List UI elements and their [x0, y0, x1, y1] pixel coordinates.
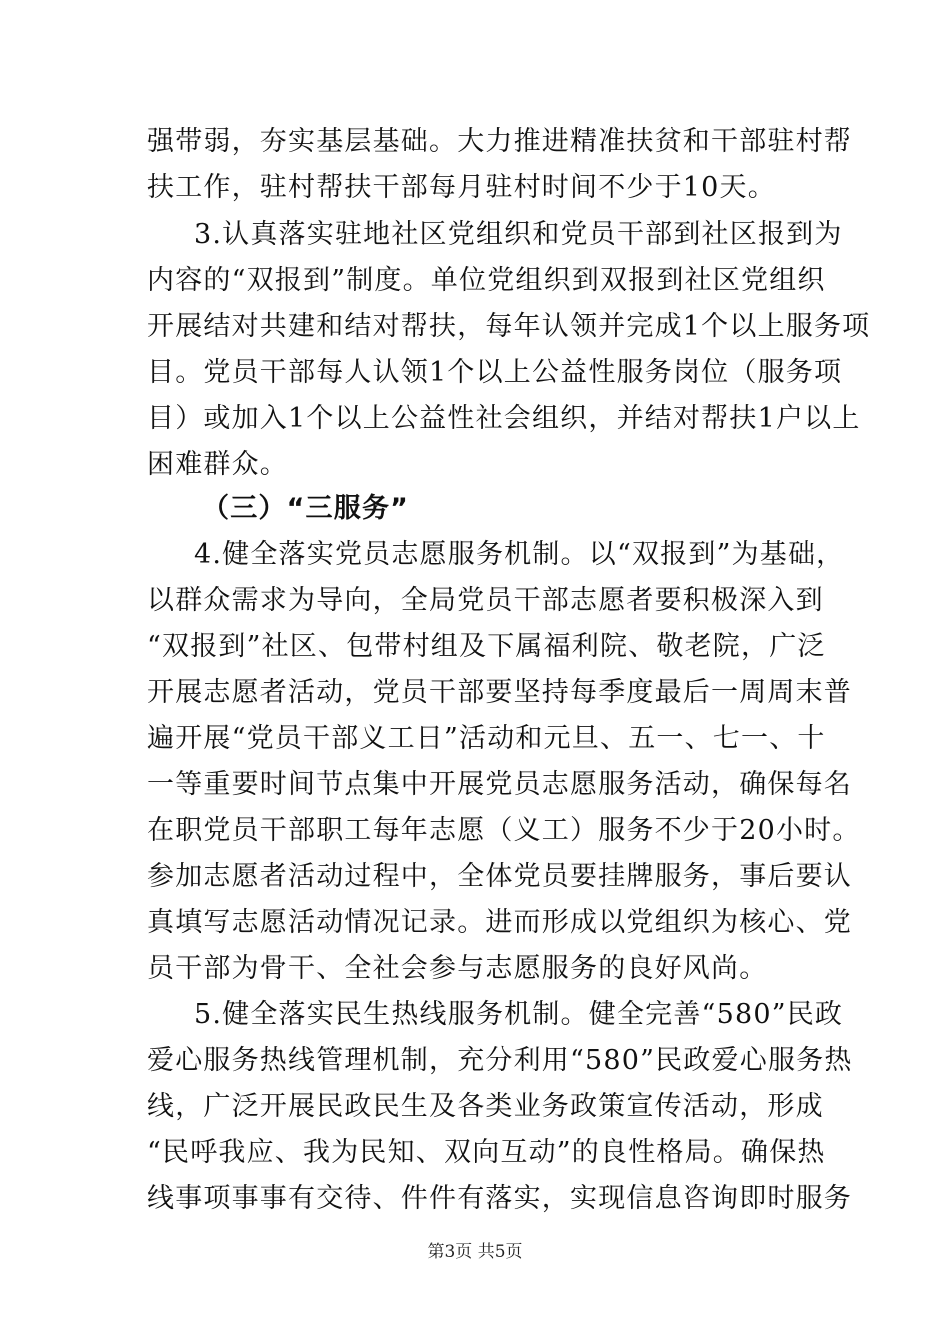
- body-line-22: 线，广泛开展民政民生及各类业务政策宣传活动，形成: [147, 1091, 824, 1122]
- body-line-2: 扶工作，驻村帮扶干部每月驻村时间不少于10天。: [147, 172, 776, 203]
- body-line-12: “双报到”社区、包带村组及下属福利院、敬老院，广泛: [147, 631, 826, 662]
- body-line-5: 开展结对共建和结对帮扶，每年认领并完成1个以上服务项: [147, 311, 871, 342]
- body-line-24: 线事项事事有交待、件件有落实，实现信息咨询即时服务: [147, 1183, 852, 1214]
- body-line-21: 爱心服务热线管理机制，充分利用“580”民政爱心服务热: [147, 1045, 853, 1076]
- body-line-23: “民呼我应、我为民知、双向互动”的良性格局。确保热: [147, 1137, 826, 1168]
- body-line-16: 在职党员干部职工每年志愿（义工）服务不少于20小时。: [147, 815, 861, 846]
- body-line-15: 一等重要时间节点集中开展党员志愿服务活动，确保每名: [147, 769, 852, 800]
- section-heading-three-services: （三）“三服务”: [202, 493, 410, 524]
- body-line-17: 参加志愿者活动过程中，全体党员要挂牌服务，事后要认: [147, 861, 852, 892]
- body-line-1: 强带弱，夯实基层基础。大力推进精准扶贫和干部驻村帮: [147, 126, 852, 157]
- body-line-13: 开展志愿者活动，党员干部要坚持每季度最后一周周末普: [147, 677, 852, 708]
- paragraph-4-start: 4.健全落实党员志愿服务机制。以“双报到”为基础，: [194, 539, 845, 570]
- body-line-14: 遍开展“党员干部义工日”活动和元旦、五一、七一、十: [147, 723, 826, 754]
- body-line-11: 以群众需求为导向，全局党员干部志愿者要积极深入到: [147, 585, 824, 616]
- body-line-18: 真填写志愿活动情况记录。进而形成以党组织为核心、党: [147, 907, 852, 938]
- body-line-7: 目）或加入1个以上公益性社会组织，并结对帮扶1户以上: [147, 403, 861, 434]
- body-line-4: 内容的“双报到”制度。单位党组织到双报到社区党组织: [147, 265, 826, 296]
- body-line-19: 员干部为骨干、全社会参与志愿服务的良好风尚。: [147, 953, 768, 984]
- paragraph-5-start: 5.健全落实民生热线服务机制。健全完善“580”民政: [194, 999, 844, 1030]
- body-line-8: 困难群众。: [147, 449, 288, 480]
- body-line-6: 目。党员干部每人认领1个以上公益性服务岗位（服务项: [147, 357, 843, 388]
- paragraph-3-start: 3.认真落实驻地社区党组织和党员干部到社区报到为: [194, 219, 843, 250]
- page-number-footer: 第3页 共5页: [427, 1242, 523, 1262]
